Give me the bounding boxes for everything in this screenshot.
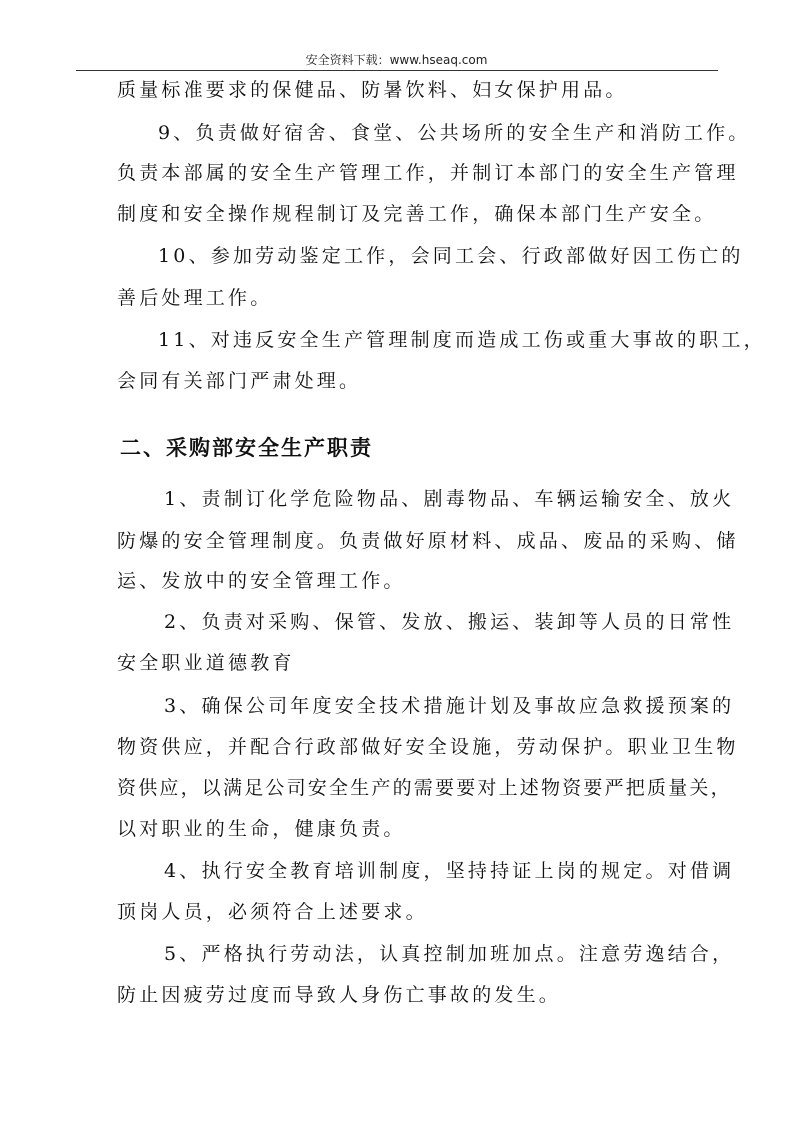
paragraph-line: 10、参加劳动鉴定工作，会同工会、行政部做好因工伤亡的 xyxy=(158,245,744,267)
paragraph-line: 3、确保公司年度安全技术措施计划及事故应急救援预案的 xyxy=(164,695,735,717)
paragraph-line: 4、执行安全教育培训制度，坚持持证上岗的规定。对借调 xyxy=(164,860,735,882)
paragraph-line: 防爆的安全管理制度。负责做好原材料、成品、废品的采购、储 xyxy=(117,530,739,552)
paragraph-line: 5、严格执行劳动法，认真控制加班加点。注意劳逸结合， xyxy=(164,943,735,965)
paragraph-line: 顶岗人员，必须符合上述要求。 xyxy=(117,901,428,923)
paragraph-line: 11、对违反安全生产管理制度而造成工伤或重大事故的职工， xyxy=(158,329,766,351)
header-divider xyxy=(76,70,718,71)
paragraph-line: 9、负责做好宿舍、食堂、公共场所的安全生产和消防工作。 xyxy=(158,122,751,144)
paragraph-line: 运、发放中的安全管理工作。 xyxy=(117,570,406,592)
paragraph-line: 2、负责对采购、保管、发放、搬运、装卸等人员的日常性 xyxy=(164,611,735,633)
paragraph-line: 安全职业道德教育 xyxy=(117,652,295,674)
paragraph-line: 物资供应，并配合行政部做好安全设施，劳动保护。职业卫生物 xyxy=(117,736,739,758)
paragraph-line: 资供应，以满足公司安全生产的需要要对上述物资要严把质量关， xyxy=(117,777,732,799)
paragraph-line: 负责本部属的安全生产管理工作，并制订本部门的安全生产管理 xyxy=(117,162,739,184)
page-header: 安全资料下载：www.hseaq.com xyxy=(305,53,488,67)
paragraph-line: 制度和安全操作规程制订及完善工作，确保本部门生产安全。 xyxy=(117,203,717,225)
paragraph-line: 防止因疲劳过度而导致人身伤亡事故的发生。 xyxy=(117,984,562,1006)
paragraph-line: 善后处理工作。 xyxy=(117,287,273,309)
paragraph-line: 会同有关部门严肃处理。 xyxy=(117,370,362,392)
paragraph-line: 1、责制订化学危险物品、剧毒物品、车辆运输安全、放火 xyxy=(164,488,735,510)
section-heading: 二、采购部安全生产职责 xyxy=(120,436,373,460)
paragraph-line: 质量标准要求的保健品、防暑饮料、妇女保护用品。 xyxy=(117,79,628,101)
paragraph-line: 以对职业的生命，健康负责。 xyxy=(117,818,406,840)
